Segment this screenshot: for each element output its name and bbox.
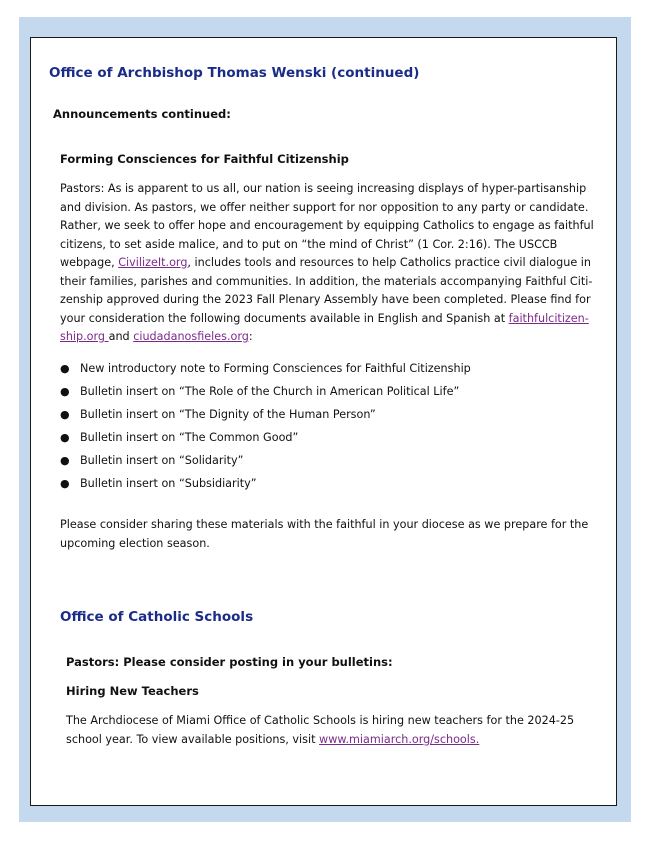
list-item xyxy=(60,383,471,406)
bullet-icon: ● xyxy=(60,454,70,467)
list-item-text: Bulletin insert on “Solidarity” xyxy=(80,454,244,467)
citizenship-heading: Forming Consciences for Faithful Citizenship xyxy=(60,152,349,166)
closing-paragraph xyxy=(60,516,589,553)
bullet-icon: ● xyxy=(60,408,70,421)
paragraph-line: Rather, we seek to offer hope and encouragement by equipping Catholics to engage as faithful xyxy=(60,219,594,232)
bullet-icon: ● xyxy=(60,431,70,444)
paragraph-line xyxy=(60,254,591,273)
text-fragment: your consideration the following documents available in English and Spanish at xyxy=(60,311,509,325)
list-item xyxy=(60,360,471,383)
schools-header: Office of Catholic Schools xyxy=(60,609,254,625)
list-item-text: Bulletin insert on “The Dignity of the Human Person” xyxy=(80,408,376,421)
pastors-note: Pastors: Please consider posting in your bulletins: xyxy=(66,655,393,669)
bullet-icon: ● xyxy=(60,385,70,398)
paragraph-line xyxy=(66,731,591,750)
bullet-icon: ● xyxy=(60,477,70,490)
bullet-icon: ● xyxy=(60,362,70,375)
miamiarch-schools-link[interactable]: www.miamiarch.org/schools. xyxy=(319,732,480,746)
text-fragment: school year. To view available positions, visit xyxy=(66,732,320,746)
list-item-text: Bulletin insert on “The Role of the Church in American Political Life” xyxy=(80,385,460,398)
civilizeit-link[interactable]: CivilizeIt.org xyxy=(118,256,188,269)
paragraph-line: The Archdiocese of Miami Office of Catholic Schools is hiring new teachers for the 2024-25 xyxy=(66,714,575,727)
text-fragment: and xyxy=(108,330,134,343)
list-item xyxy=(60,452,471,475)
paragraph-line: upcoming election season. xyxy=(60,536,210,550)
paragraph-line xyxy=(60,310,589,329)
paragraph-line: citizens, to set aside malice, and to put on “the mind of Christ” (1 Cor. 2:16). The USCCB xyxy=(60,237,558,251)
faithfulcitizenship-link[interactable]: faithfulcitizen- xyxy=(508,311,589,325)
paragraph-line xyxy=(60,328,585,347)
ciudadanosfieles-link[interactable]: ciudadanosfieles.org xyxy=(133,330,249,343)
text-fragment: : xyxy=(248,330,253,343)
list-item xyxy=(60,406,471,429)
list-item xyxy=(60,475,471,498)
documents-list xyxy=(60,360,471,498)
paragraph-line: Please consider sharing these materials with the faithful in your diocese as we prepare for the xyxy=(60,518,589,531)
text-fragment: webpage, xyxy=(60,256,119,269)
list-item xyxy=(60,429,471,452)
list-item-text: Bulletin insert on “Subsidiarity” xyxy=(80,477,257,490)
paragraph-line: zenship approved during the 2023 Fall Plenary Assembly have been completed. Please find for xyxy=(60,293,591,306)
paragraph-line: their families, parishes and communities. In addition, the materials accompanying Faithful Citi- xyxy=(60,274,593,288)
paragraph-line: Pastors: As is apparent to us all, our nation is seeing increasing displays of hyper-partisanship xyxy=(60,182,587,195)
paragraph-line: and division. As pastors, we offer neither support for nor opposition to any party or candidate. xyxy=(60,200,589,214)
announcements-heading: Announcements continued: xyxy=(53,107,231,121)
text-fragment: , includes tools and resources to help Catholics practice civil dialogue in xyxy=(187,256,591,269)
office-header: Office of Archbishop Thomas Wenski (continued) xyxy=(49,65,420,81)
citizenship-paragraph xyxy=(60,180,594,347)
list-item-text: New introductory note to Forming Consciences for Faithful Citizenship xyxy=(80,362,471,375)
hiring-heading: Hiring New Teachers xyxy=(66,684,199,698)
schools-paragraph xyxy=(66,712,591,749)
list-item-text: Bulletin insert on “The Common Good” xyxy=(80,431,299,444)
faithfulcitizenship-link-cont[interactable]: ship.org xyxy=(60,330,109,343)
